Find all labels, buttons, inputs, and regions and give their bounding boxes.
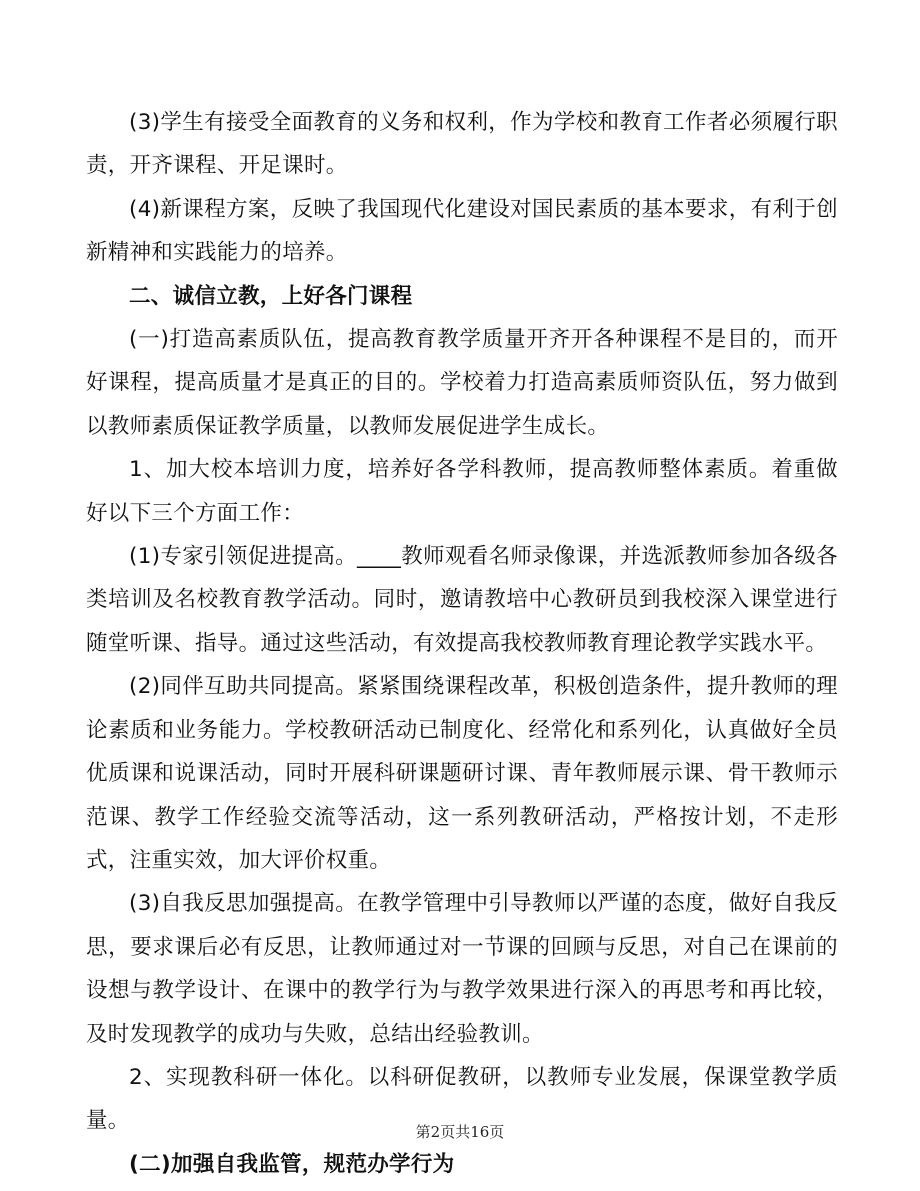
paragraph-peer-support: (2)同伴互助共同提高。紧紧围绕课程改革，积极创造条件，提升教师的理论素质和业务能力。学校教研活动已制度化、经常化和系列化，认真做好全员优质课和说课活动，同时开展科研课题研讨课、青年教师展示课、骨干教师示范课、教学工作经验交流等活动，这一系列教研活动，严格按计划，不走形式，注重实效，加大评价权重。: [86, 674, 838, 873]
page-number: 第2页共16页: [415, 1123, 505, 1141]
paragraph-expert-guidance: (1)专家引领促进提高。____教师观看名师录像课，并选派教师参加各级各类培训及名校教育教学活动。同时，邀请教培中心教研员到我校深入课堂进行随堂听课、指导。通过这些活动，有效提高我校教师教育理论教学实践水平。: [86, 544, 838, 656]
paragraph-4: (4)新课程方案，反映了我国现代化建设对国民素质的基本要求，有利于创新精神和实践能力的培养。: [86, 196, 838, 266]
document-body: [86, 101, 838, 1186]
paragraph-item-2: 2、实现教科研一体化。以科研促教研，以教师专业发展，保课堂教学质量。: [86, 1064, 838, 1134]
subsection-heading-2: (二)加强自我监管，规范办学行为: [129, 1151, 455, 1177]
paragraph-3: (3)学生有接受全面教育的义务和权利，作为学校和教育工作者必须履行职责，开齐课程、开足课时。: [86, 110, 838, 179]
paragraph-subsection-1: (一)打造高素质队伍，提高教育教学质量开齐开各种课程不是目的，而开好课程，提高质量才是真正的目的。学校着力打造高素质师资队伍，努力做到以教师素质保证教学质量，以教师发展促进学生成长。: [86, 327, 838, 439]
paragraph-item-1: 1、加大校本培训力度，培养好各学科教师，提高教师整体素质。着重做好以下三个方面工作：: [86, 457, 838, 526]
section-heading-2: 二、诚信立教，上好各门课程: [129, 283, 413, 309]
paragraph-self-reflection: (3)自我反思加强提高。在教学管理中引导教师以严谨的态度，做好自我反思，要求课后必有反思，让教师通过对一节课的回顾与反思，对自己在课前的设想与教学设计、在课中的教学行为与教学效果进行深入的再思考和再比较，及时发现教学的成功与失败，总结出经验教训。: [86, 891, 838, 1047]
